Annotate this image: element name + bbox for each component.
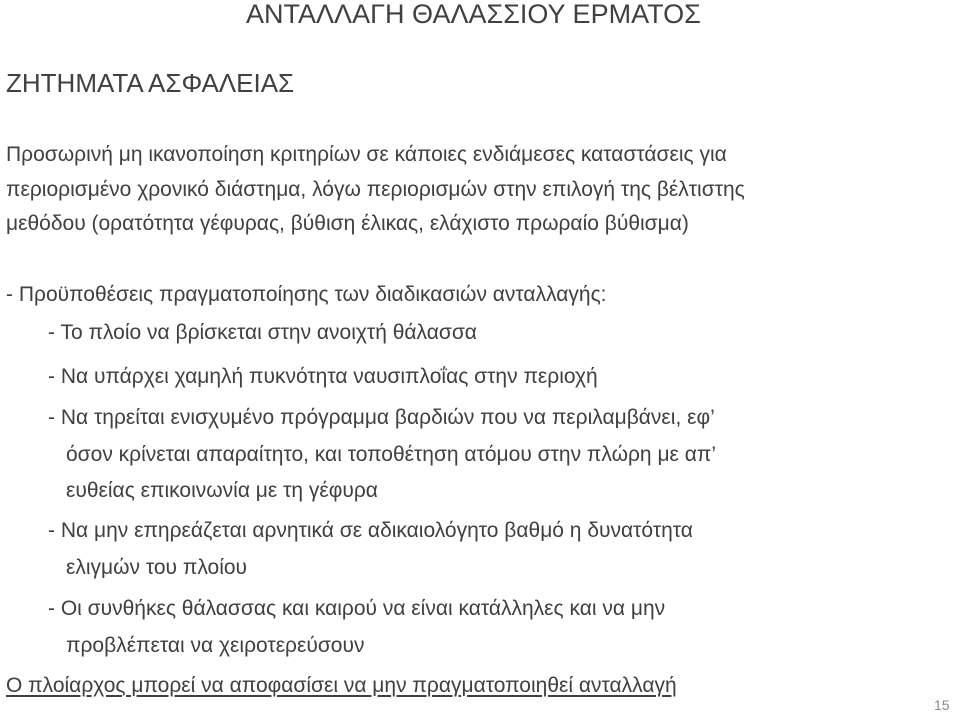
slide-title: ΑΝΤΑΛΛΑΓΗ ΘΑΛΑΣΣΙΟΥ ΕΡΜΑΤΟΣ <box>246 0 701 29</box>
condition-item: - Οι συνθήκες θάλασσας και καιρού να είναι κατάλληλες και να μην <box>48 597 666 620</box>
condition-item: - Να μην επηρεάζεται αρνητικά σε αδικαιολόγητο βαθμό η δυνατότητα <box>48 519 693 542</box>
condition-item-continuation: ευθείας επικοινωνία με τη γέφυρα <box>66 479 378 502</box>
condition-item: - Το πλοίο να βρίσκεται στην ανοιχτή θάλασσα <box>48 321 477 344</box>
condition-item: - Να υπάρχει χαμηλή πυκνότητα ναυσιπλοΐας στην περιοχή <box>48 365 598 388</box>
condition-item-continuation: όσον κρίνεται απαραίτητο, και τοποθέτηση ατόμου στην πλώρη με απ’ <box>66 443 717 466</box>
intro-line-3: μεθόδου (ορατότητα γέφυρας, βύθιση έλικας, ελάχιστο πρωραίο βύθισμα) <box>6 212 689 235</box>
condition-item: - Να τηρείται ενισχυμένο πρόγραμμα βαρδιών που να περιλαμβάνει, εφ’ <box>48 406 715 429</box>
condition-item-continuation: ελιγμών του πλοίου <box>66 556 248 579</box>
intro-line-2: περιορισμένο χρονικό διάστημα, λόγω περιορισμών στην επιλογή της βέλτιστης <box>6 178 745 201</box>
intro-line-1: Προσωρινή μη ικανοποίηση κριτηρίων σε κάποιες ενδιάμεσες καταστάσεις για <box>6 143 727 166</box>
conditions-heading: - Προϋποθέσεις πραγματοποίησης των διαδικασιών ανταλλαγής: <box>6 283 607 306</box>
condition-item-continuation: προβλέπεται να χειροτερεύσουν <box>66 634 365 657</box>
conclusion-statement: Ο πλοίαρχος μπορεί να αποφασίσει να μην πραγματοποιηθεί ανταλλαγή <box>6 674 677 697</box>
section-heading: ΖΗΤΗΜΑΤΑ ΑΣΦΑΛΕΙΑΣ <box>6 68 295 98</box>
page-number: 15 <box>934 697 950 713</box>
